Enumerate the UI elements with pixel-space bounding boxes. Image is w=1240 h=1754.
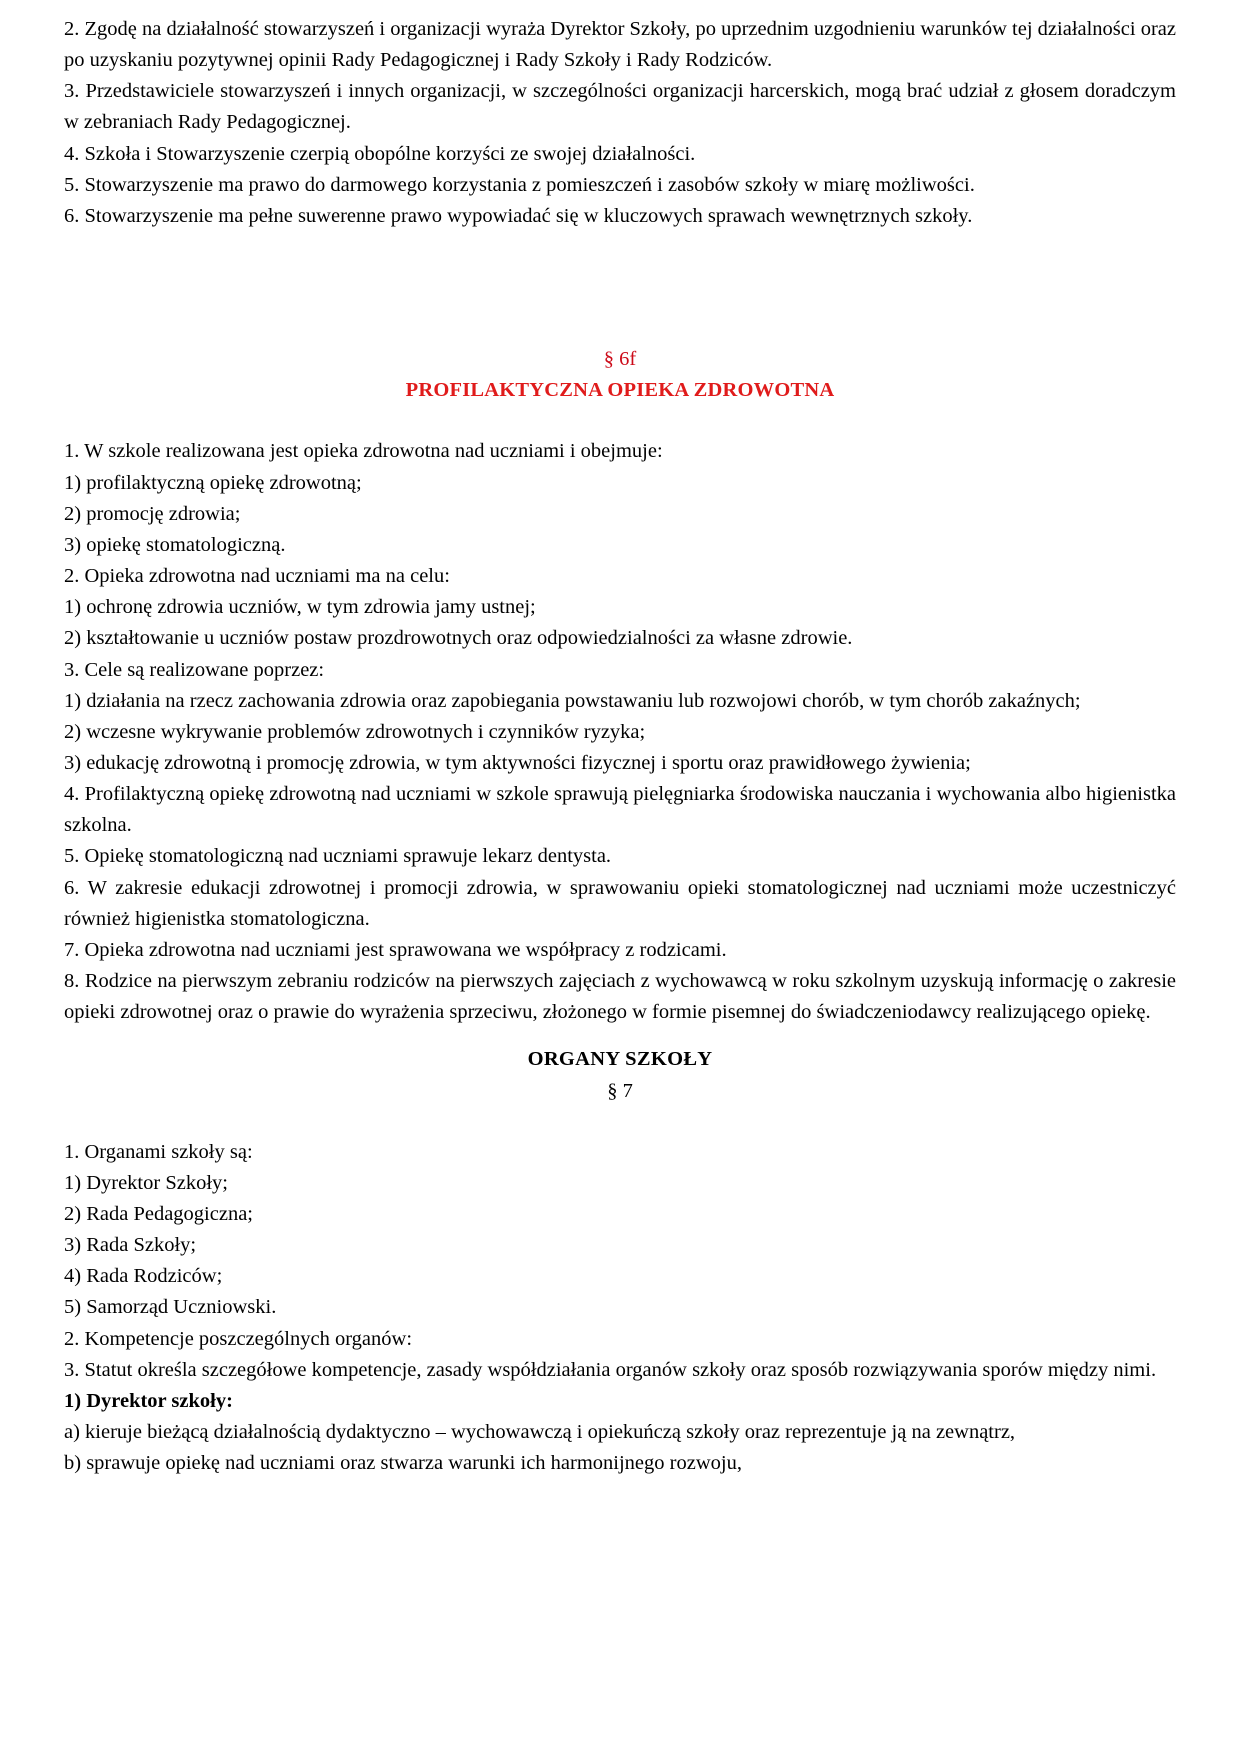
subsection-item-a: a) kieruje bieżącą działalnością dydaktyczno – wychowawczą i opiekuńczą szkoły oraz reprezentuje ją na zewnątrz, <box>64 1421 1016 1444</box>
item-6f-3-2: 2) wczesne wykrywanie problemów zdrowotnych i czynników ryzyka; <box>64 720 646 743</box>
item-organy-1: 1. Organami szkoły są: <box>64 1140 253 1163</box>
item-organy-1-3: 3) Rada Szkoły; <box>64 1234 197 1257</box>
section-gap <box>64 232 1176 344</box>
item-6f-1-1: 1) profilaktyczną opiekę zdrowotną; <box>64 471 362 494</box>
top-section <box>64 14 1176 232</box>
subsection-item-b: b) sprawuje opiekę nad uczniami oraz stwarza warunki ich harmonijnego rozwoju, <box>64 1452 742 1475</box>
item-6f-2-2: 2) kształtowanie u uczniów postaw prozdrowotnych oraz odpowiedzialności za własne zdrowie. <box>64 627 853 650</box>
item-6f-3-1: 1) działania na rzecz zachowania zdrowia oraz zapobiegania powstawaniu lub rozwojowi chorób, w tym chorób zakaźnych; <box>64 689 1081 712</box>
pre-organy-gap <box>64 1028 1176 1044</box>
heading-gap <box>64 406 1176 436</box>
item-organy-1-2: 2) Rada Pedagogiczna; <box>64 1203 253 1225</box>
paragraph-6-stowarzyszenie-suwerenne: 6. Stowarzyszenie ma pełne suwerenne prawo wypowiadać się w kluczowych sprawach wewnętrznych szkoły. <box>64 204 973 227</box>
section-organy-body <box>64 1137 1176 1480</box>
item-6f-5: 5. Opiekę stomatologiczną nad uczniami sprawuje lekarz dentysta. <box>64 845 612 868</box>
post-organy-heading-gap <box>64 1107 1176 1137</box>
paragraph-3-przedstawiciele: 3. Przedstawiciele stowarzyszeń i innych organizacji, w szczególności organizacji harcerskich, mogą brać udział z głosem doradczym w zebraniach Rady Pedagogicznej. <box>64 80 1176 134</box>
item-6f-3: 3. Cele są realizowane poprzez: <box>64 658 325 681</box>
item-6f-1: 1. W szkole realizowana jest opieka zdrowotna nad uczniami i obejmuje: <box>64 440 663 463</box>
item-6f-8: 8. Rodzice na pierwszym zebraniu rodziców na pierwszych zajęciach z wychowawcą w roku szkolnym uzyskują informację o zakresie opieki zdrowotnej oraz o prawie do wyrażenia sprzeciwu, złożonego w formie pisemnej do świadczeniodawcy realizującego opiekę. <box>64 970 1176 1024</box>
section-6f-heading-group <box>64 344 1176 406</box>
item-6f-3-3: 3) edukację zdrowotną i promocję zdrowia, w tym aktywności fizycznej i sportu oraz prawidłowego żywienia; <box>64 751 971 774</box>
item-6f-1-2: 2) promocję zdrowia; <box>64 502 241 525</box>
item-6f-2: 2. Opieka zdrowotna nad uczniami ma na celu: <box>64 565 450 588</box>
item-6f-4: 4. Profilaktyczną opiekę zdrowotną nad uczniami w szkole sprawują pielęgniarka środowiska nauczania i wychowania albo higienistka szkolna. <box>64 783 1176 837</box>
section-organy-heading-group <box>64 1044 1176 1106</box>
section-organy-title: ORGANY SZKOŁY <box>527 1048 713 1071</box>
section-organy-paragraph-mark: § 7 <box>607 1079 633 1102</box>
paragraph-4-szkola-stowarzyszenie: 4. Szkoła i Stowarzyszenie czerpią obopólne korzyści ze swojej działalności. <box>64 142 696 165</box>
item-6f-1-3: 3) opiekę stomatologiczną. <box>64 533 286 556</box>
item-organy-1-5: 5) Samorząd Uczniowski. <box>64 1296 277 1319</box>
item-organy-1-1: 1) Dyrektor Szkoły; <box>64 1171 228 1194</box>
section-6f-body <box>64 436 1176 1028</box>
item-6f-6: 6. W zakresie edukacji zdrowotnej i promocji zdrowia, w sprawowaniu opieki stomatologicznej nad uczniami może uczestniczyć również higienistka stomatologiczna. <box>64 876 1176 930</box>
paragraph-5-stowarzyszenie-prawo: 5. Stowarzyszenie ma prawo do darmowego korzystania z pomieszczeń i zasobów szkoły w miarę możliwości. <box>64 173 975 196</box>
item-6f-2-1: 1) ochronę zdrowia uczniów, w tym zdrowia jamy ustnej; <box>64 596 536 619</box>
item-organy-1-4: 4) Rada Rodziców; <box>64 1265 223 1288</box>
section-6f-title: PROFILAKTYCZNA OPIEKA ZDROWOTNA <box>405 379 835 402</box>
item-6f-7: 7. Opieka zdrowotna nad uczniami jest sprawowana we współpracy z rodzicami. <box>64 938 727 961</box>
paragraph-2-zgoda: 2. Zgodę na działalność stowarzyszeń i organizacji wyraża Dyrektor Szkoły, po uprzednim uzgodnieniu warunków tej działalności oraz po uzyskaniu pozytywnej opinii Rady Pedagogicznej i Rady Szkoły i Rady Rodziców. <box>64 18 1176 72</box>
item-organy-2: 2. Kompetencje poszczególnych organów: <box>64 1327 413 1350</box>
subsection-dyrektor-szkoly-heading: 1) Dyrektor szkoły: <box>64 1389 233 1412</box>
section-6f-paragraph-mark: § 6f <box>603 348 637 371</box>
item-organy-3: 3. Statut określa szczegółowe kompetencje, zasady współdziałania organów szkoły oraz sposób rozwiązywania sporów między nimi. <box>64 1358 1157 1381</box>
